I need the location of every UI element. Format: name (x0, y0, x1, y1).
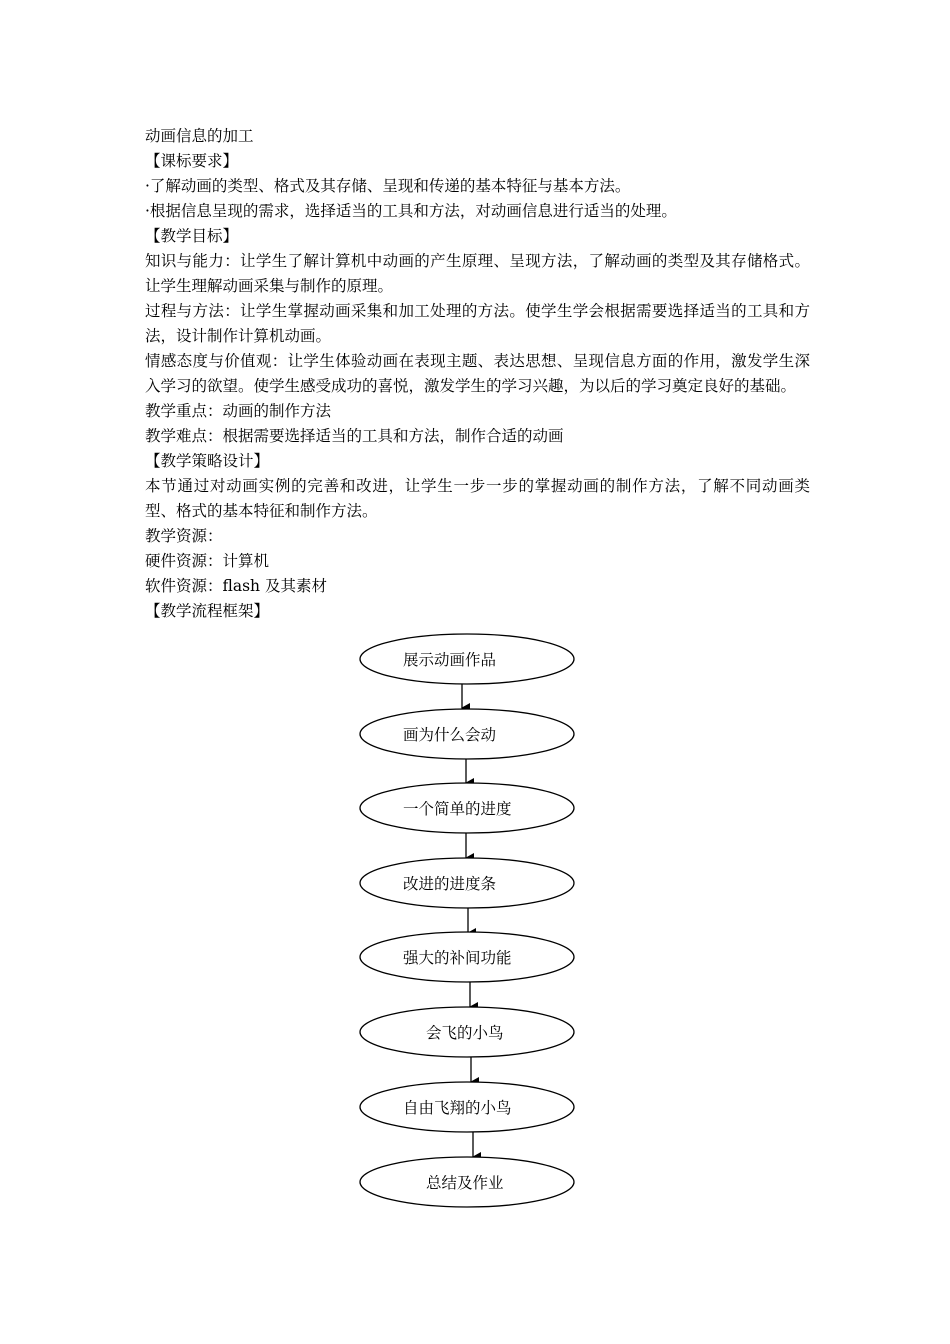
hardware-resources: 硬件资源：计算机 (145, 552, 270, 570)
flow-node-label: 画为什么会动 (403, 726, 497, 744)
flow-node (360, 1007, 574, 1057)
curriculum-bullet: ·了解动画的类型、格式及其存储、呈现和传递的基本特征与基本方法。 (145, 177, 631, 195)
key-point: 教学重点：动画的制作方法 (145, 402, 332, 420)
flow-node-label: 总结及作业 (426, 1174, 504, 1192)
flow-node (360, 1082, 574, 1132)
curriculum-bullet: ·根据信息呈现的需求，选择适当的工具和方法，对动画信息进行适当的处理。 (145, 202, 677, 220)
flow-node-label: 自由飞翔的小鸟 (403, 1099, 512, 1117)
goal-knowledge: 知识与能力：让学生了解计算机中动画的产生原理、呈现方法，了解动画的类型及其存储格式。让学生理解动画采集与制作的原理。 (145, 252, 810, 295)
flow-node-label: 展示动画作品 (403, 651, 497, 669)
flow-node-label: 一个简单的进度 (403, 800, 512, 818)
difficulty: 教学难点：根据需要选择适当的工具和方法，制作合适的动画 (145, 427, 564, 445)
flow-node-label: 改进的进度条 (403, 875, 497, 893)
section-heading-strategy: 【教学策略设计】 (145, 452, 270, 470)
flow-node-label: 会飞的小鸟 (426, 1024, 504, 1042)
section-heading-flow: 【教学流程框架】 (145, 602, 270, 620)
section-heading-goals: 【教学目标】 (145, 227, 239, 245)
flow-node (360, 709, 574, 759)
flow-node (360, 932, 574, 982)
flow-node-label: 强大的补间功能 (403, 949, 512, 967)
goal-emotion: 情感态度与价值观：让学生体验动画在表现主题、表达思想、呈现信息方面的作用，激发学生深入学习的欲望。使学生感受成功的喜悦，激发学生的学习兴趣，为以后的学习奠定良好的基础。 (145, 352, 810, 395)
flow-node (360, 1157, 574, 1207)
flow-node (360, 858, 574, 908)
goal-process: 过程与方法：让学生掌握动画采集和加工处理的方法。使学生学会根据需要选择适当的工具和方法，设计制作计算机动画。 (145, 302, 810, 345)
document-title: 动画信息的加工 (145, 127, 254, 145)
strategy-text: 本节通过对动画实例的完善和改进，让学生一步一步的掌握动画的制作方法，了解不同动画类型、格式的基本特征和制作方法。 (145, 477, 810, 520)
flow-node (360, 634, 574, 684)
resources-label: 教学资源： (145, 527, 223, 545)
section-heading-curriculum: 【课标要求】 (145, 152, 239, 170)
flow-node (360, 783, 574, 833)
software-resources: 软件资源：flash 及其素材 (145, 577, 327, 595)
